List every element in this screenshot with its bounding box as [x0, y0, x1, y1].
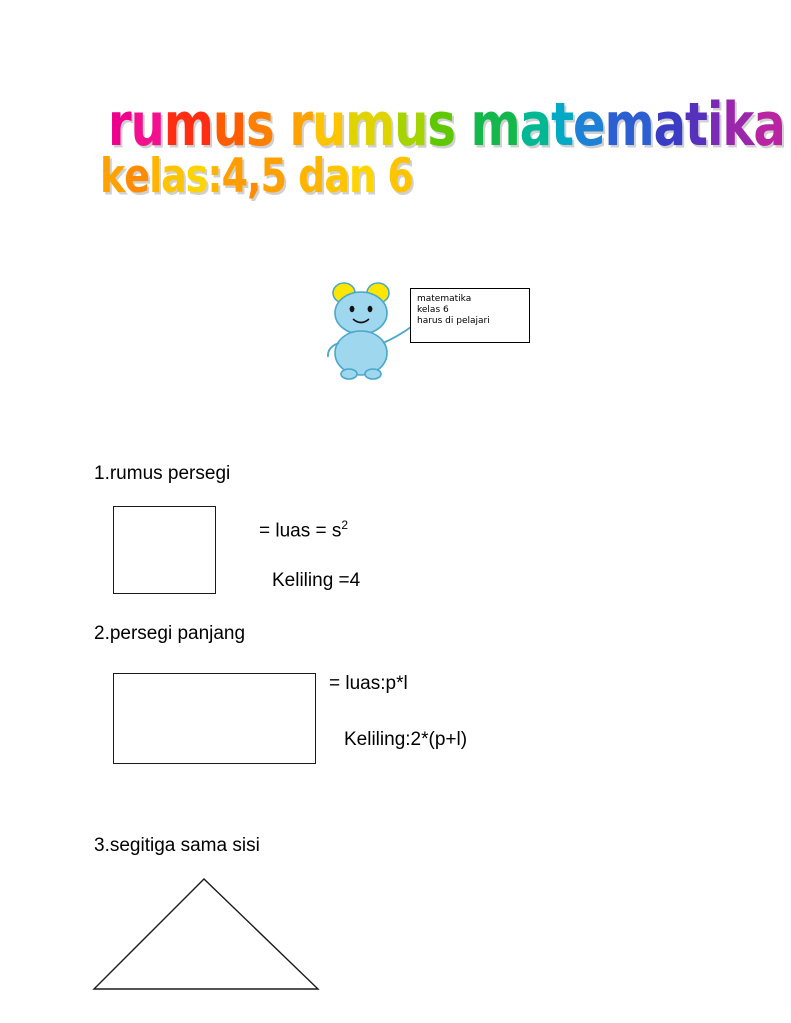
- title-line-2: [100, 148, 413, 204]
- formula-2-1: = luas:p*l: [329, 673, 408, 694]
- wordart-char: [375, 152, 387, 200]
- wordart-char: a: [519, 90, 552, 160]
- wordart-title: [100, 90, 785, 225]
- wordart-char: s: [246, 90, 274, 160]
- wordart-char: m: [345, 90, 395, 160]
- triangle-shape: [90, 875, 322, 993]
- section-heading-2: 2.persegi panjang: [94, 623, 246, 644]
- speech-line-1: matematika: [417, 294, 472, 304]
- wordart-char: i: [706, 90, 723, 160]
- wordart-char: u: [394, 90, 428, 160]
- wordart-char: 5: [260, 148, 286, 204]
- wordart-char: a: [324, 148, 350, 204]
- rectangle-shape: [113, 673, 316, 764]
- wordart-char: l: [149, 148, 162, 204]
- wordart-char: [286, 152, 298, 200]
- title-line-1: [108, 90, 785, 160]
- wordart-char: m: [163, 90, 213, 160]
- wordart-char: r: [108, 90, 131, 160]
- wordart-char: s: [185, 148, 208, 204]
- mascot-illustration: [325, 275, 540, 390]
- formula-1-1-exponent: 2: [341, 518, 349, 532]
- wordart-char: e: [124, 148, 150, 204]
- wordart-char: a: [753, 90, 785, 160]
- speech-line-3: harus di pelajari: [417, 316, 490, 326]
- wordart-char: t: [551, 90, 574, 160]
- wordart-char: a: [653, 90, 685, 160]
- wordart-char: k: [100, 148, 125, 204]
- wordart-char: 4: [221, 148, 248, 204]
- wordart-char: [455, 95, 471, 155]
- wordart-char: ,: [247, 148, 261, 204]
- wordart-char: [274, 95, 290, 155]
- speech-bubble: [410, 288, 530, 343]
- wordart-char: t: [684, 90, 707, 160]
- section-heading-3: 3.segitiga sama sisi: [94, 835, 260, 856]
- square-shape: [113, 506, 216, 594]
- wordart-char: m: [470, 90, 520, 160]
- wordart-char: k: [722, 90, 754, 160]
- formula-1-1-text: = luas = s: [259, 520, 342, 542]
- speech-line-2: kelas 6: [417, 305, 449, 315]
- wordart-char: m: [604, 90, 654, 160]
- wordart-char: a: [161, 148, 186, 204]
- wordart-char: e: [573, 90, 605, 160]
- formula-2-2: Keliling:2*(p+l): [344, 729, 468, 750]
- wordart-char: d: [298, 148, 325, 204]
- formula-1-1: [259, 518, 348, 542]
- wordart-char: u: [212, 90, 247, 160]
- formula-1-2: Keliling =4: [272, 570, 361, 591]
- section-heading-1: 1.rumus persegi: [94, 463, 231, 484]
- wordart-char: 6: [387, 148, 413, 204]
- wordart-char: u: [130, 90, 164, 160]
- wordart-char: u: [312, 90, 346, 160]
- wordart-char: s: [427, 90, 455, 160]
- wordart-char: n: [349, 148, 376, 204]
- wordart-char: :: [207, 148, 222, 204]
- wordart-char: r: [289, 90, 312, 160]
